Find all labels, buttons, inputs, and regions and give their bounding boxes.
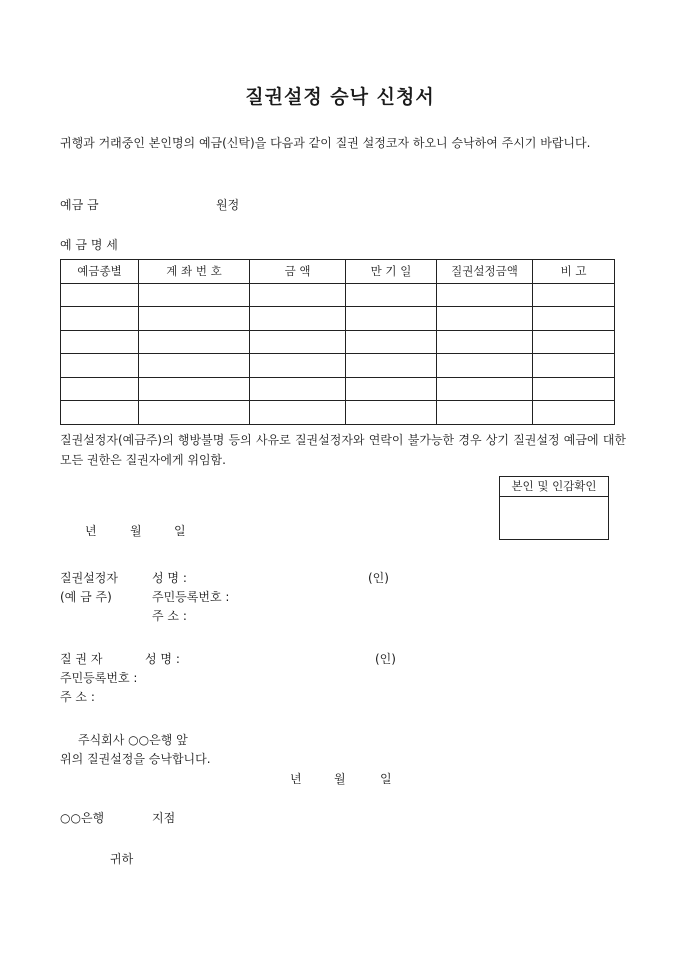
table-cell[interactable] bbox=[346, 377, 437, 401]
pledgee-address-label: 주 소 : bbox=[60, 690, 95, 704]
table-cell[interactable] bbox=[61, 377, 139, 401]
table-row bbox=[61, 377, 615, 401]
addressee: 주식회사 ○○은행 앞 bbox=[78, 733, 188, 747]
seal-verification-box bbox=[499, 476, 609, 540]
pledgor-id-label: 주민등록번호 : bbox=[152, 590, 230, 604]
table-cell[interactable] bbox=[346, 283, 437, 307]
table-header-row bbox=[61, 260, 615, 284]
table-cell[interactable] bbox=[437, 354, 533, 378]
table-cell[interactable] bbox=[533, 401, 615, 425]
table-cell[interactable] bbox=[139, 401, 250, 425]
table-row bbox=[61, 401, 615, 425]
pledgor-seal: (인) bbox=[368, 571, 389, 585]
approval-date-month: 월 bbox=[334, 772, 346, 786]
table-cell[interactable] bbox=[437, 401, 533, 425]
honorific: 귀하 bbox=[110, 852, 134, 866]
table-cell[interactable] bbox=[437, 377, 533, 401]
table-cell[interactable] bbox=[250, 401, 346, 425]
table-cell[interactable] bbox=[346, 401, 437, 425]
table-cell[interactable] bbox=[250, 283, 346, 307]
approval-date-day: 일 bbox=[380, 772, 392, 786]
table-cell[interactable] bbox=[533, 377, 615, 401]
table-cell[interactable] bbox=[139, 307, 250, 331]
table-cell[interactable] bbox=[250, 330, 346, 354]
date-month: 월 bbox=[130, 524, 142, 538]
pledgor-label: 질권설정자 bbox=[60, 571, 118, 585]
table-cell[interactable] bbox=[346, 330, 437, 354]
table-cell[interactable] bbox=[533, 330, 615, 354]
deposit-detail-table bbox=[60, 259, 615, 425]
table-cell[interactable] bbox=[346, 354, 437, 378]
header-maturity-date: 만 기 일 bbox=[346, 260, 437, 284]
table-row bbox=[61, 354, 615, 378]
approval-date-year: 년 bbox=[290, 772, 302, 786]
header-pledge-amount: 질권설정금액 bbox=[437, 260, 533, 284]
table-cell[interactable] bbox=[250, 354, 346, 378]
header-account-number: 계 좌 번 호 bbox=[139, 260, 250, 284]
table-cell[interactable] bbox=[437, 330, 533, 354]
table-cell[interactable] bbox=[61, 354, 139, 378]
intro-paragraph: 귀행과 거래중인 본인명의 예금(신탁)을 다음과 같이 질권 설정코자 하오니 승낙하여 주시기 바랍니다. bbox=[60, 136, 591, 150]
table-row bbox=[61, 307, 615, 331]
table-cell[interactable] bbox=[250, 377, 346, 401]
pledgee-seal: (인) bbox=[375, 652, 396, 666]
date-year: 년 bbox=[85, 524, 97, 538]
table-cell[interactable] bbox=[533, 354, 615, 378]
table-cell[interactable] bbox=[61, 330, 139, 354]
table-cell[interactable] bbox=[437, 283, 533, 307]
table-cell[interactable] bbox=[250, 307, 346, 331]
deposit-amount-label: 예금 금 bbox=[60, 198, 99, 212]
pledgor-name-label: 성 명 : bbox=[152, 571, 187, 585]
table-cell[interactable] bbox=[139, 377, 250, 401]
table-row bbox=[61, 283, 615, 307]
table-cell[interactable] bbox=[61, 401, 139, 425]
header-remarks: 비 고 bbox=[533, 260, 615, 284]
deposit-detail-label: 예 금 명 세 bbox=[60, 238, 118, 252]
bank-name: ○○은행 bbox=[60, 811, 105, 825]
table-cell[interactable] bbox=[139, 330, 250, 354]
document-title: 질권설정 승낙 신청서 bbox=[245, 86, 435, 108]
table-cell[interactable] bbox=[61, 307, 139, 331]
pledgor-address-label: 주 소 : bbox=[152, 609, 187, 623]
branch-label: 지점 bbox=[152, 811, 176, 825]
table-cell[interactable] bbox=[533, 307, 615, 331]
table-row bbox=[61, 330, 615, 354]
header-amount: 금 액 bbox=[250, 260, 346, 284]
table-cell[interactable] bbox=[61, 283, 139, 307]
table-cell[interactable] bbox=[139, 283, 250, 307]
deposit-amount-suffix: 원정 bbox=[216, 198, 240, 212]
date-day: 일 bbox=[174, 524, 186, 538]
pledgee-name-label: 성 명 : bbox=[145, 652, 180, 666]
table-cell[interactable] bbox=[533, 283, 615, 307]
delegation-paragraph: 질권설정자(예금주)의 행방불명 등의 사유로 질권설정자와 연락이 불가능한 경우 상기 질권설정 예금에 대한 모든 권한은 질권자에게 위임함. bbox=[60, 433, 626, 467]
seal-verification-label: 본인 및 인감확인 bbox=[500, 477, 608, 497]
pledgee-id-label: 주민등록번호 : bbox=[60, 671, 138, 685]
table-cell[interactable] bbox=[437, 307, 533, 331]
header-deposit-type: 예금종별 bbox=[61, 260, 139, 284]
approval-statement: 위의 질권설정을 승낙합니다. bbox=[60, 752, 211, 766]
table-cell[interactable] bbox=[346, 307, 437, 331]
table-cell[interactable] bbox=[139, 354, 250, 378]
pledgor-depositor-label: (예 금 주) bbox=[60, 590, 112, 604]
pledgee-label: 질 권 자 bbox=[60, 652, 103, 666]
